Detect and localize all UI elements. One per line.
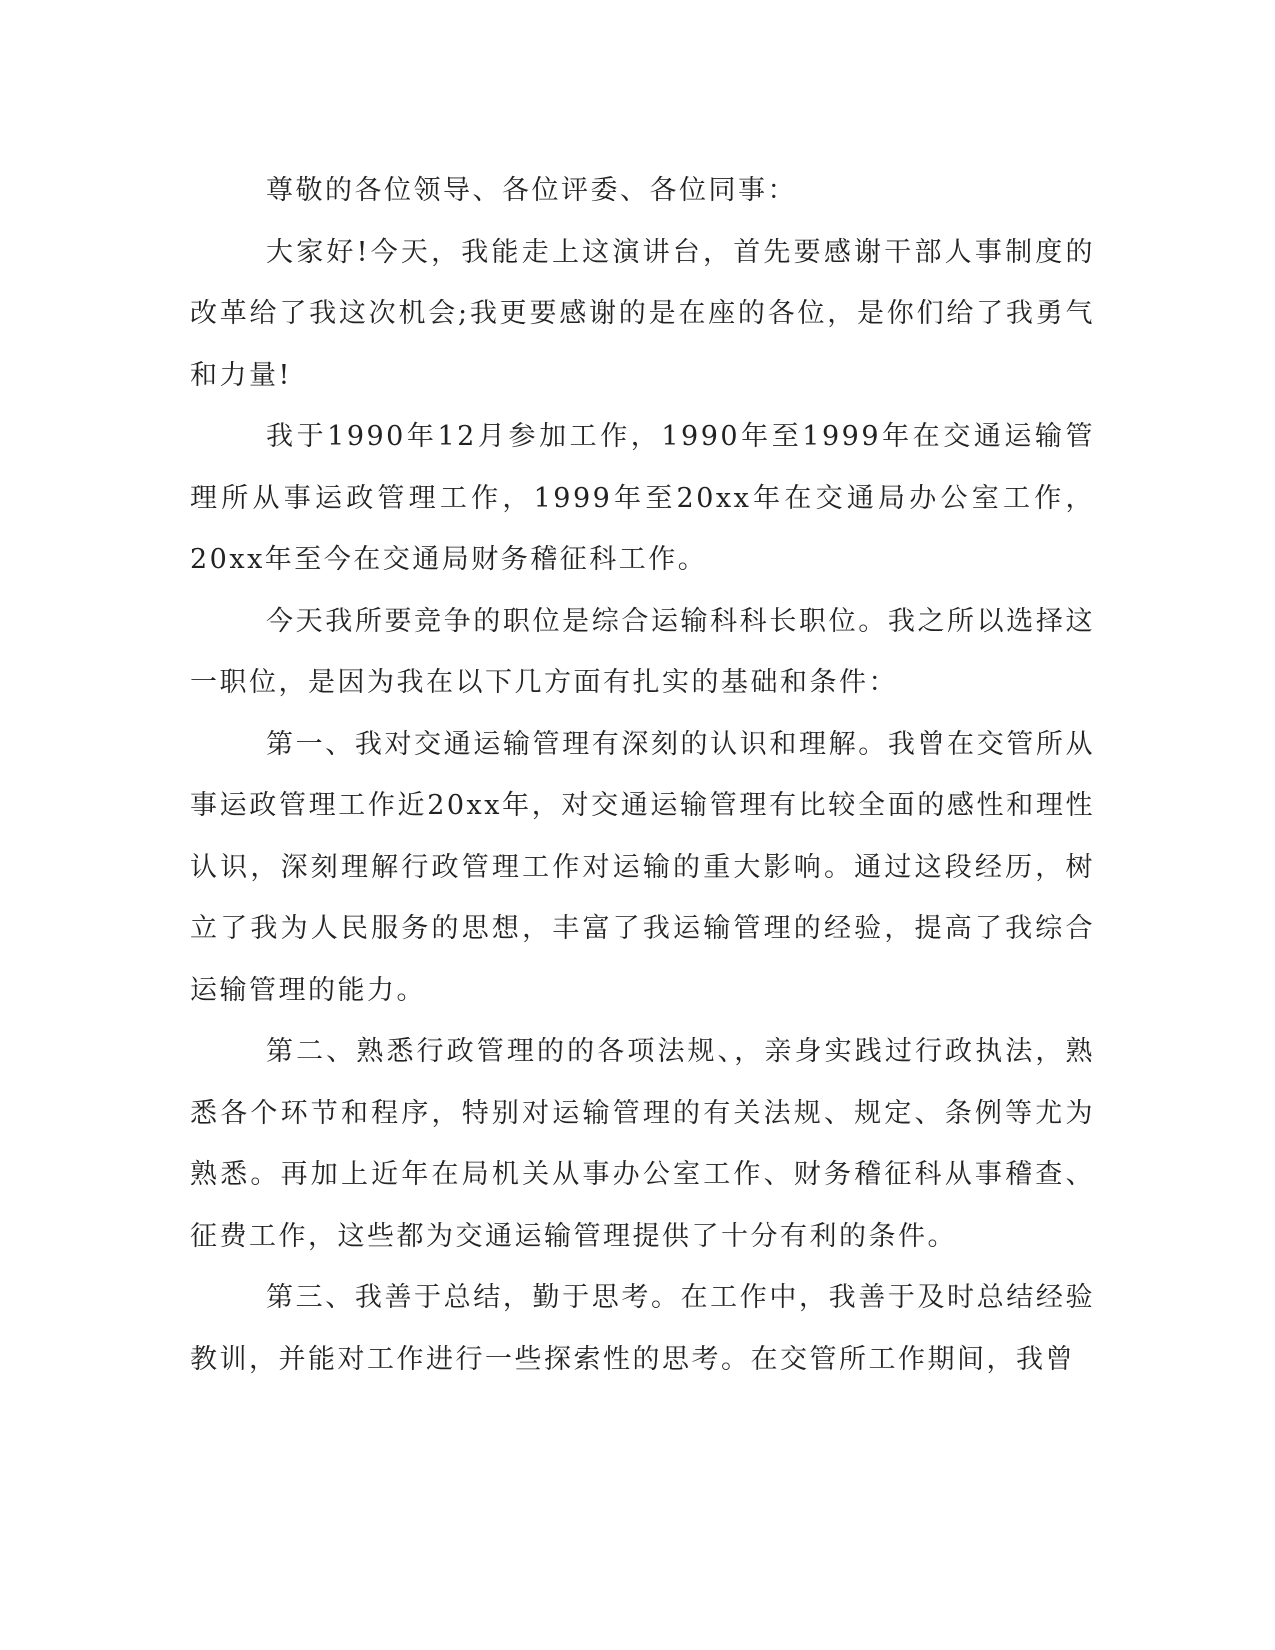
- position-paragraph: 今天我所要竞争的职位是综合运输科科长职位。我之所以选择这一职位，是因为我在以下几方面有扎实的基础和条件：: [190, 605, 1095, 698]
- document-body: [190, 160, 1095, 1390]
- point-one-paragraph: 第一、我对交通运输管理有深刻的认识和理解。我曾在交管所从事运政管理工作近20xx年，对交通运输管理有比较全面的感性和理性认识，深刻理解行政管理工作对运输的重大影响。通过这段经历，树立了我为人民服务的思想，丰富了我运输管理的经验，提高了我综合运输管理的能力。: [190, 728, 1095, 1006]
- work-history-paragraph: 我于1990年12月参加工作，1990年至1999年在交通运输管理所从事运政管理工作，1999年至20xx年在交通局办公室工作，20xx年至今在交通局财务稽征科工作。: [190, 421, 1095, 575]
- greeting-paragraph: 大家好!今天，我能走上这演讲台，首先要感谢干部人事制度的改革给了我这次机会;我更要感谢的是在座的各位，是你们给了我勇气和力量!: [190, 236, 1095, 391]
- point-two-paragraph: 第二、熟悉行政管理的的各项法规、，亲身实践过行政执法，熟悉各个环节和程序，特别对运输管理的有关法规、规定、条例等尤为熟悉。再加上近年在局机关从事办公室工作、财务稽征科从事稽查、征费工作，这些都为交通运输管理提供了十分有利的条件。: [190, 1036, 1095, 1252]
- salutation-paragraph: 尊敬的各位领导、各位评委、各位同事：: [266, 175, 797, 206]
- point-three-paragraph: 第三、我善于总结，勤于思考。在工作中，我善于及时总结经验教训，并能对工作进行一些探索性的思考。在交管所工作期间，我曾: [190, 1282, 1095, 1375]
